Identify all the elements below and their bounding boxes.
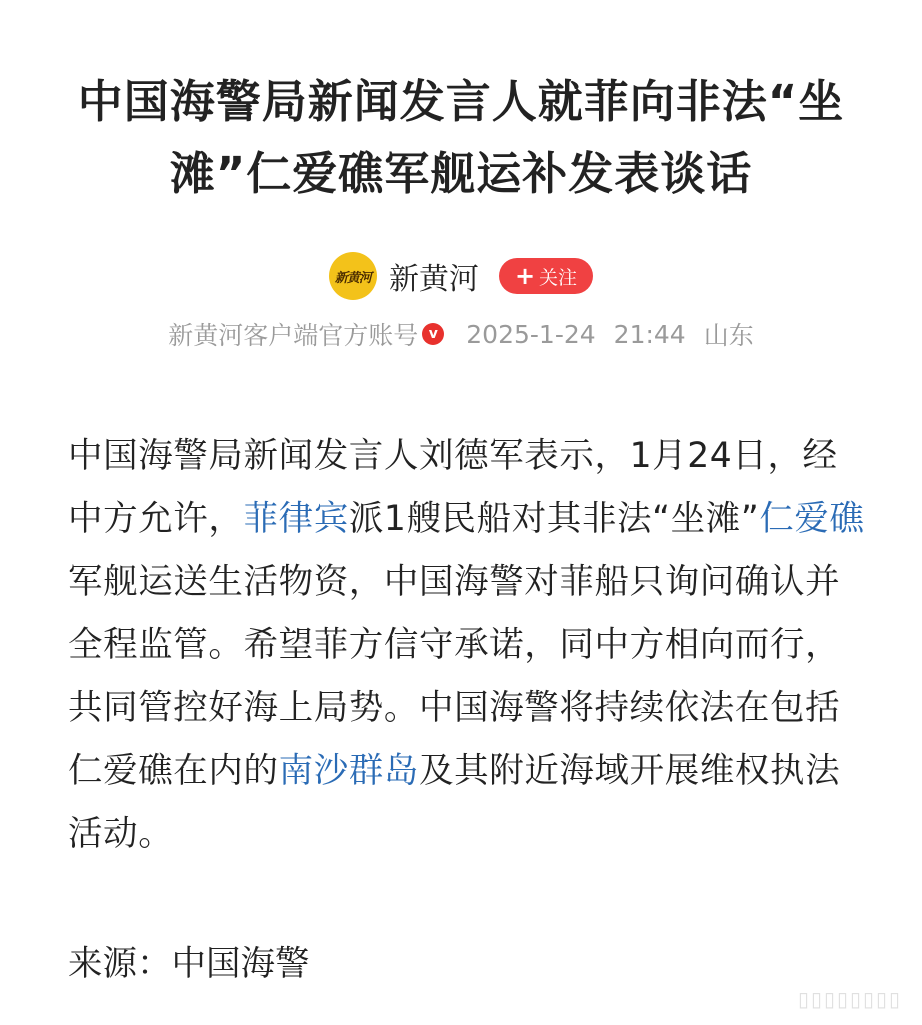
body-text-2: 派1艘民船对其非法“坐滩” (348, 499, 760, 539)
article-meta (0, 314, 922, 354)
body-text-3: 军舰运送生活物资，中国海警对菲船只询问确认并全程监管。希望菲方信守承诺，同中方相向而行，共同管控好海上局势。中国海警将持续依法在包括仁爱礁在内的 (68, 562, 841, 791)
body-text-4: 及其附近海域开展维权执法活动。 (68, 751, 841, 854)
article-source: 来源：中国海警 (68, 944, 310, 984)
publish-date: 2025-1-24 (466, 319, 596, 349)
article-body (68, 425, 868, 866)
verified-badge-icon: v (422, 323, 444, 345)
publish-location: 山东 (703, 321, 754, 350)
body-text-1: 中国海警局新闻发言人刘德军表示，1月24日，经中方允许， (68, 436, 838, 539)
link-renai-reef[interactable]: 仁爱礁 (759, 499, 865, 539)
logo-text: 新黄河 (334, 270, 371, 286)
publish-time: 21:44 (613, 319, 686, 349)
author-row (0, 250, 922, 302)
article-title: 中国海警局新闻发言人就菲向非法“坐滩”仁爱礁军舰运补发表谈话 (77, 75, 845, 200)
author-name[interactable]: 新黄河 (388, 262, 479, 297)
author-logo[interactable] (329, 252, 377, 300)
link-nansha-islands[interactable]: 南沙群岛 (278, 751, 420, 791)
link-philippines[interactable]: 菲律宾 (243, 499, 349, 539)
follow-button[interactable] (499, 258, 593, 294)
account-label: 新黄河客户端官方账号 (168, 321, 419, 350)
watermark: ▯▯▯▯▯▯▯▯ (797, 987, 902, 1011)
plus-icon: + (514, 262, 536, 290)
follow-label: 关注 (539, 266, 578, 289)
